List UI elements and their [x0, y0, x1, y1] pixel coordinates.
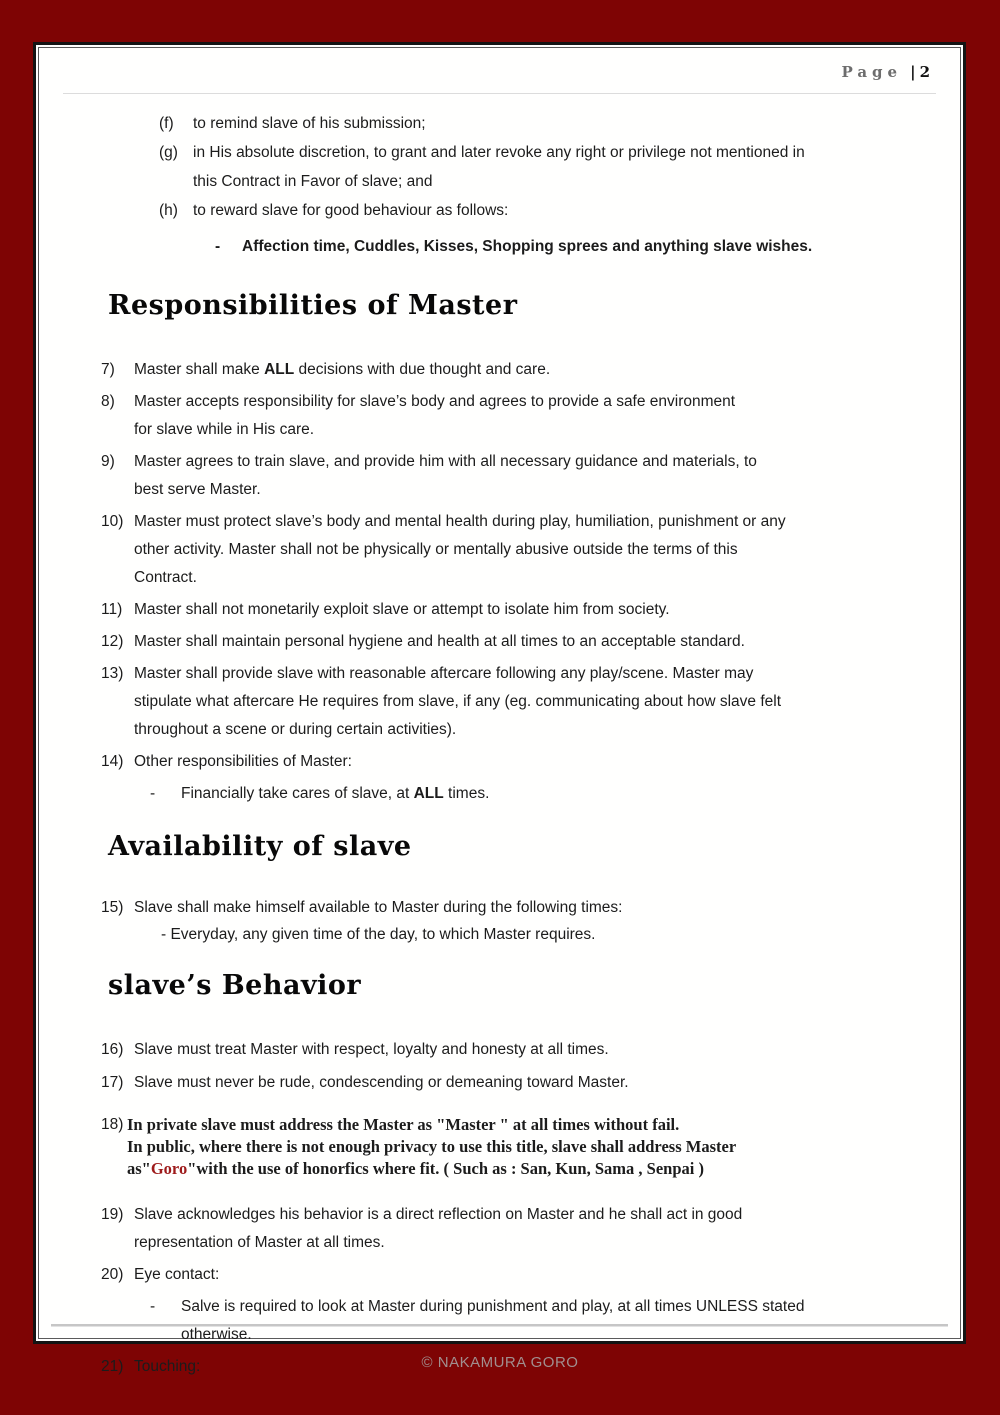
- line: to remind slave of his submission;: [193, 115, 426, 132]
- line: Master shall maintain personal hygiene and health at all times to an acceptable standard.: [134, 633, 745, 650]
- item-text: Slave shall make himself available to Master during the following times:: [134, 899, 623, 916]
- lettered-item-g: [159, 138, 946, 196]
- numbered-item-13: [101, 660, 946, 744]
- item-text: Slave must treat Master with respect, loyalty and honesty at all times.: [134, 1041, 609, 1058]
- numbered-item-20: [101, 1261, 946, 1289]
- numbered-item-15: [101, 894, 946, 922]
- text-segment: times.: [443, 785, 490, 802]
- page-header-number: 2: [919, 63, 930, 81]
- bold-segment: ALL: [413, 785, 444, 802]
- text-segment: "with the use of honorfics where fit. ( Such as : San, Kun, Sama , Senpai ): [187, 1159, 704, 1178]
- item-number: 9): [101, 453, 115, 470]
- text-segment: as": [127, 1159, 151, 1178]
- numbered-item-16: [101, 1036, 946, 1064]
- item-text: [134, 1201, 890, 1257]
- line: In public, where there is not enough privacy to use this title, slave shall address Master: [127, 1137, 737, 1156]
- item-20-sub-bullet: [150, 1293, 946, 1349]
- line: Master must protect slave’s body and mental health during play, humiliation, punishment or any: [134, 513, 786, 530]
- item-number: 20): [101, 1266, 124, 1283]
- bullet-text: [181, 780, 881, 808]
- item-text: [134, 356, 890, 384]
- bullet-text: [181, 1293, 881, 1349]
- numbered-item-10: [101, 508, 946, 592]
- item-marker: (h): [159, 202, 178, 219]
- section-title-behavior: slave’s Behavior: [108, 970, 362, 1001]
- line: to reward slave for good behaviour as follows:: [193, 202, 509, 219]
- lettered-item-f: [159, 109, 946, 138]
- item-text: Eye contact:: [134, 1266, 220, 1283]
- line: Other responsibilities of Master:: [134, 753, 352, 770]
- numbered-item-11: [101, 596, 946, 624]
- item-text: [134, 508, 890, 592]
- item-number: 14): [101, 753, 124, 770]
- footer-rule: [51, 1324, 948, 1327]
- numbered-item-17: [101, 1069, 946, 1097]
- item-marker: (f): [159, 115, 174, 132]
- numbered-item-8: [101, 388, 946, 444]
- item-text: [134, 448, 890, 504]
- item-number: 12): [101, 633, 124, 650]
- item-text: [134, 748, 890, 776]
- header-rule: [63, 93, 936, 94]
- page-header-separator: |: [910, 63, 916, 81]
- goro-name-segment: Goro: [150, 1159, 188, 1178]
- item-number: 13): [101, 665, 124, 682]
- text-segment: Financially take cares of slave, at: [181, 785, 414, 802]
- line: Slave acknowledges his behavior is a direct reflection on Master and he shall act in good: [134, 1206, 743, 1223]
- reward-bullet: [215, 232, 946, 261]
- numbered-item-19: [101, 1201, 946, 1257]
- item-text: [134, 628, 890, 656]
- item-number: 15): [101, 899, 124, 916]
- bullet-dash: -: [150, 785, 156, 802]
- bullet-text: Affection time, Cuddles, Kisses, Shopping sprees and anything slave wishes.: [242, 238, 813, 255]
- line: Master agrees to train slave, and provide him with all necessary guidance and materials, to: [134, 453, 757, 470]
- numbered-item-14: [101, 748, 946, 776]
- item-text: [127, 1114, 847, 1180]
- line: best serve Master.: [134, 481, 261, 498]
- line: Master shall provide slave with reasonable aftercare following any play/scene. Master may: [134, 665, 754, 682]
- numbered-item-7: [101, 356, 946, 384]
- line: for slave while in His care.: [134, 421, 315, 438]
- item-number: 19): [101, 1206, 124, 1223]
- numbered-item-12: [101, 628, 946, 656]
- line: otherwise.: [181, 1326, 252, 1343]
- text-segment: Master shall make: [134, 361, 265, 378]
- numbered-item-9: [101, 448, 946, 504]
- item-marker: (g): [159, 144, 178, 161]
- item-text: [134, 660, 890, 744]
- numbered-item-18: [101, 1114, 946, 1180]
- item-text: Touching:: [134, 1358, 201, 1375]
- footer-copyright: © NAKAMURA GORO: [421, 1354, 579, 1371]
- item-text: [193, 109, 935, 138]
- item-text: [193, 196, 935, 225]
- line: throughout a scene or during certain activities).: [134, 721, 457, 738]
- line: this Contract in Favor of slave; and: [193, 173, 433, 190]
- item-number: 16): [101, 1041, 124, 1058]
- page-header: [53, 56, 946, 86]
- bullet-dash: -: [150, 1298, 156, 1315]
- line: Salve is required to look at Master during punishment and play, at all times UNLESS stated: [181, 1298, 805, 1315]
- item-number: 10): [101, 513, 124, 530]
- item-number: 8): [101, 393, 115, 410]
- line: Master accepts responsibility for slave’s body and agrees to provide a safe environment: [134, 393, 736, 410]
- line: representation of Master at all times.: [134, 1234, 385, 1251]
- bullet-dash: -: [215, 238, 221, 255]
- bold-segment: ALL: [264, 361, 295, 378]
- text-segment: decisions with due thought and care.: [294, 361, 551, 378]
- item-number: 11): [101, 601, 123, 618]
- item-14-sub-bullet: [150, 780, 946, 808]
- item-number: 21): [101, 1358, 124, 1375]
- line: in His absolute discretion, to grant and later revoke any right or privilege not mentioned in: [193, 144, 805, 161]
- lettered-item-h: [159, 196, 946, 225]
- item-text: [193, 138, 935, 196]
- line: stipulate what aftercare He requires from slave, if any (eg. communicating about how slave felt: [134, 693, 782, 710]
- page-header-word: Page: [841, 63, 903, 81]
- line: Master shall not monetarily exploit slave or attempt to isolate him from society.: [134, 601, 670, 618]
- item-15-sub-line: - Everyday, any given time of the day, to which Master requires.: [161, 926, 596, 943]
- section-title-responsibilities: Responsibilities of Master: [108, 290, 518, 321]
- line: [127, 1158, 847, 1180]
- line: Contract.: [134, 569, 197, 586]
- line: In private slave must address the Master as "Master " at all times without fail.: [127, 1115, 680, 1134]
- lettered-list: [53, 109, 946, 261]
- item-text: Slave must never be rude, condescending or demeaning toward Master.: [134, 1074, 629, 1091]
- item-number: 17): [101, 1074, 124, 1091]
- item-text: [134, 388, 890, 444]
- item-number: 18): [101, 1116, 124, 1133]
- item-number: 7): [101, 361, 115, 378]
- section-title-availability: Availability of slave: [108, 831, 412, 862]
- item-text: [134, 596, 890, 624]
- line: other activity. Master shall not be physically or mentally abusive outside the terms of this: [134, 541, 738, 558]
